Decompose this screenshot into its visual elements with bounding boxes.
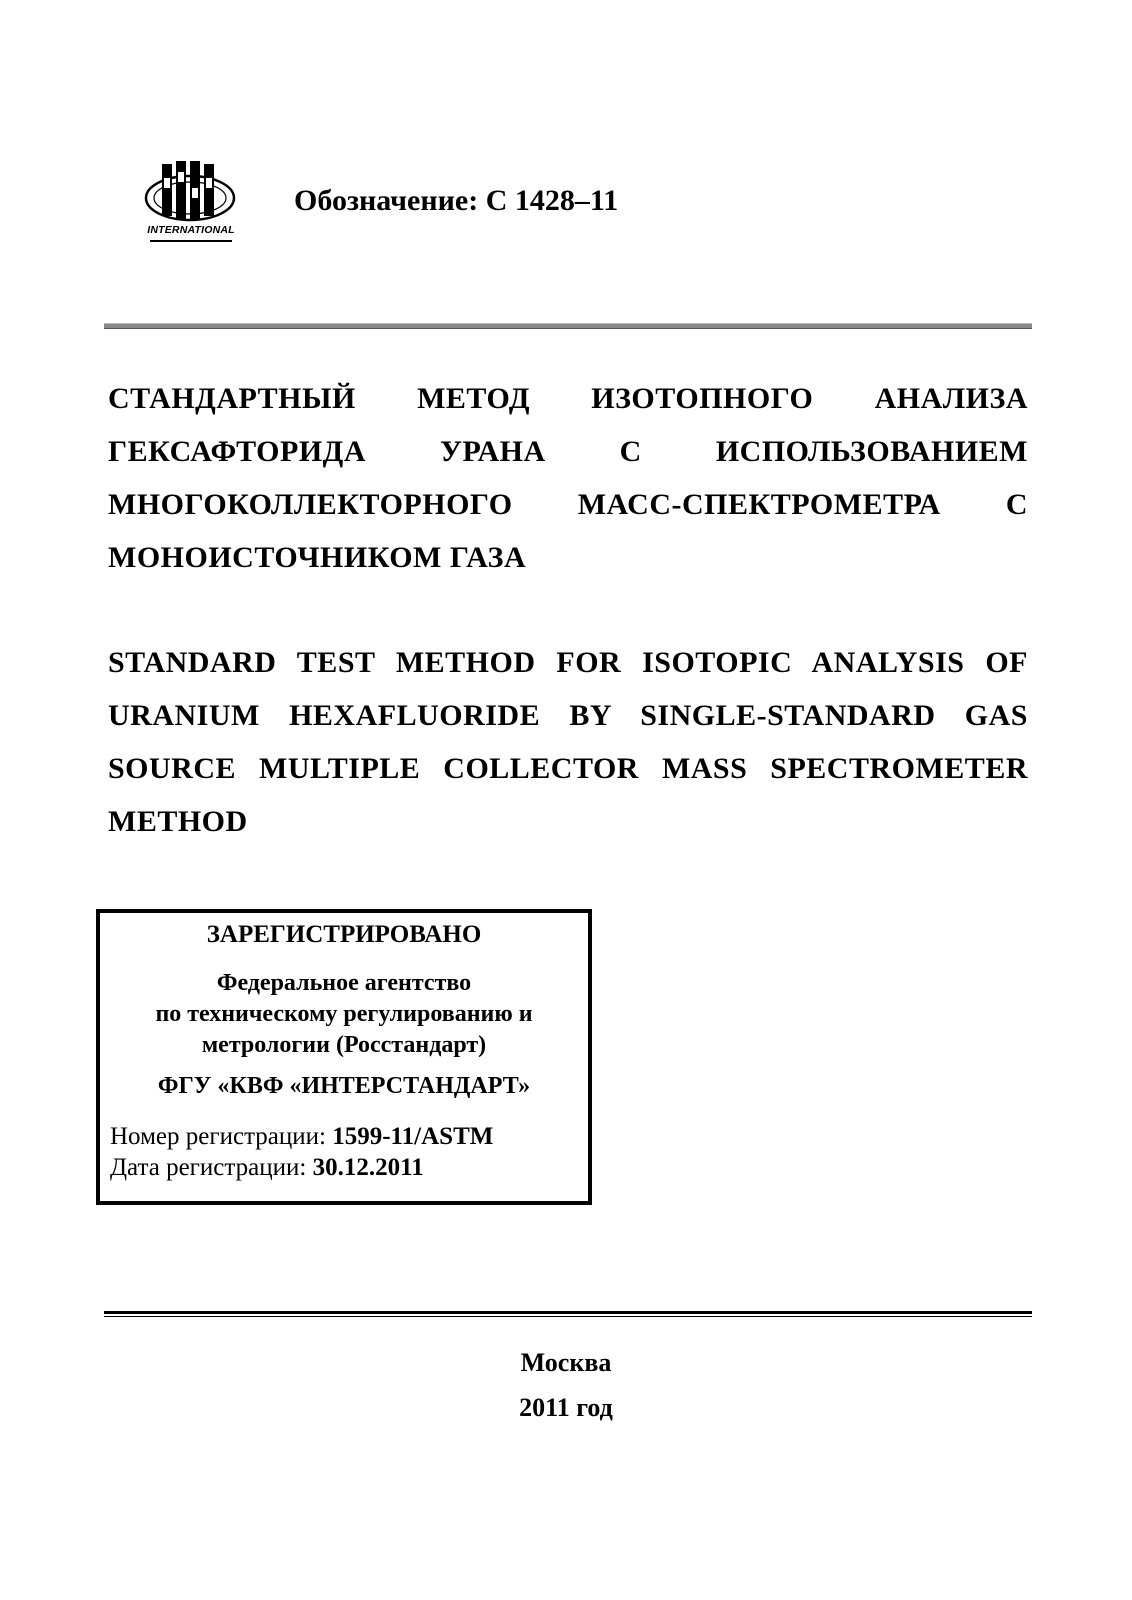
- registration-number-label: Номер регистрации:: [110, 1123, 333, 1150]
- publication-city: Москва: [520, 1348, 612, 1377]
- astm-logo-graphic: [140, 158, 242, 250]
- registration-date: [110, 1152, 493, 1183]
- astm-logo: [140, 158, 242, 250]
- designation: Обозначение: С 1428–11: [294, 184, 619, 217]
- bottom-divider: [104, 1311, 1032, 1317]
- registration-number: [110, 1121, 493, 1152]
- title-english: STANDARD TEST METHOD FOR ISOTOPIC ANALYSIS OF URANIUM HEXAFLUORIDE BY SINGLE-STANDARD GAS SOURCE MULTIPLE COLLECTOR MASS SPECTROMETER METHOD: [108, 646, 1028, 838]
- registration-details: [110, 1121, 493, 1183]
- registration-agency: [100, 968, 588, 1061]
- registration-date-label: Дата регистрации:: [110, 1154, 313, 1181]
- agency-line-2: по техническому регулированию и: [155, 1001, 533, 1027]
- registration-date-value: 30.12.2011: [312, 1154, 424, 1181]
- registration-number-value: 1599-11/ASTM: [332, 1123, 494, 1150]
- title-russian: СТАНДАРТНЫЙ МЕТОД ИЗОТОПНОГО АНАЛИЗА ГЕКСАФТОРИДА УРАНА С ИСПОЛЬЗОВАНИЕМ МНОГОКОЛЛЕКТОРНОГО МАСС-СПЕКТРОМЕТРА С МОНОИСТОЧНИКОМ ГАЗА: [108, 382, 1028, 574]
- registration-stamp: [96, 909, 592, 1205]
- logo-subtitle: INTERNATIONAL: [147, 224, 235, 236]
- top-divider: [104, 323, 1032, 329]
- registration-organization: ФГУ «КВФ «ИНТЕРСТАНДАРТ»: [157, 1073, 531, 1099]
- agency-line-3: метрологии (Росстандарт): [201, 1032, 487, 1058]
- publication-year: 2011 год: [519, 1393, 613, 1422]
- agency-line-1: Федеральное агентство: [216, 970, 472, 996]
- registration-heading: ЗАРЕГИСТРИРОВАНО: [206, 921, 482, 948]
